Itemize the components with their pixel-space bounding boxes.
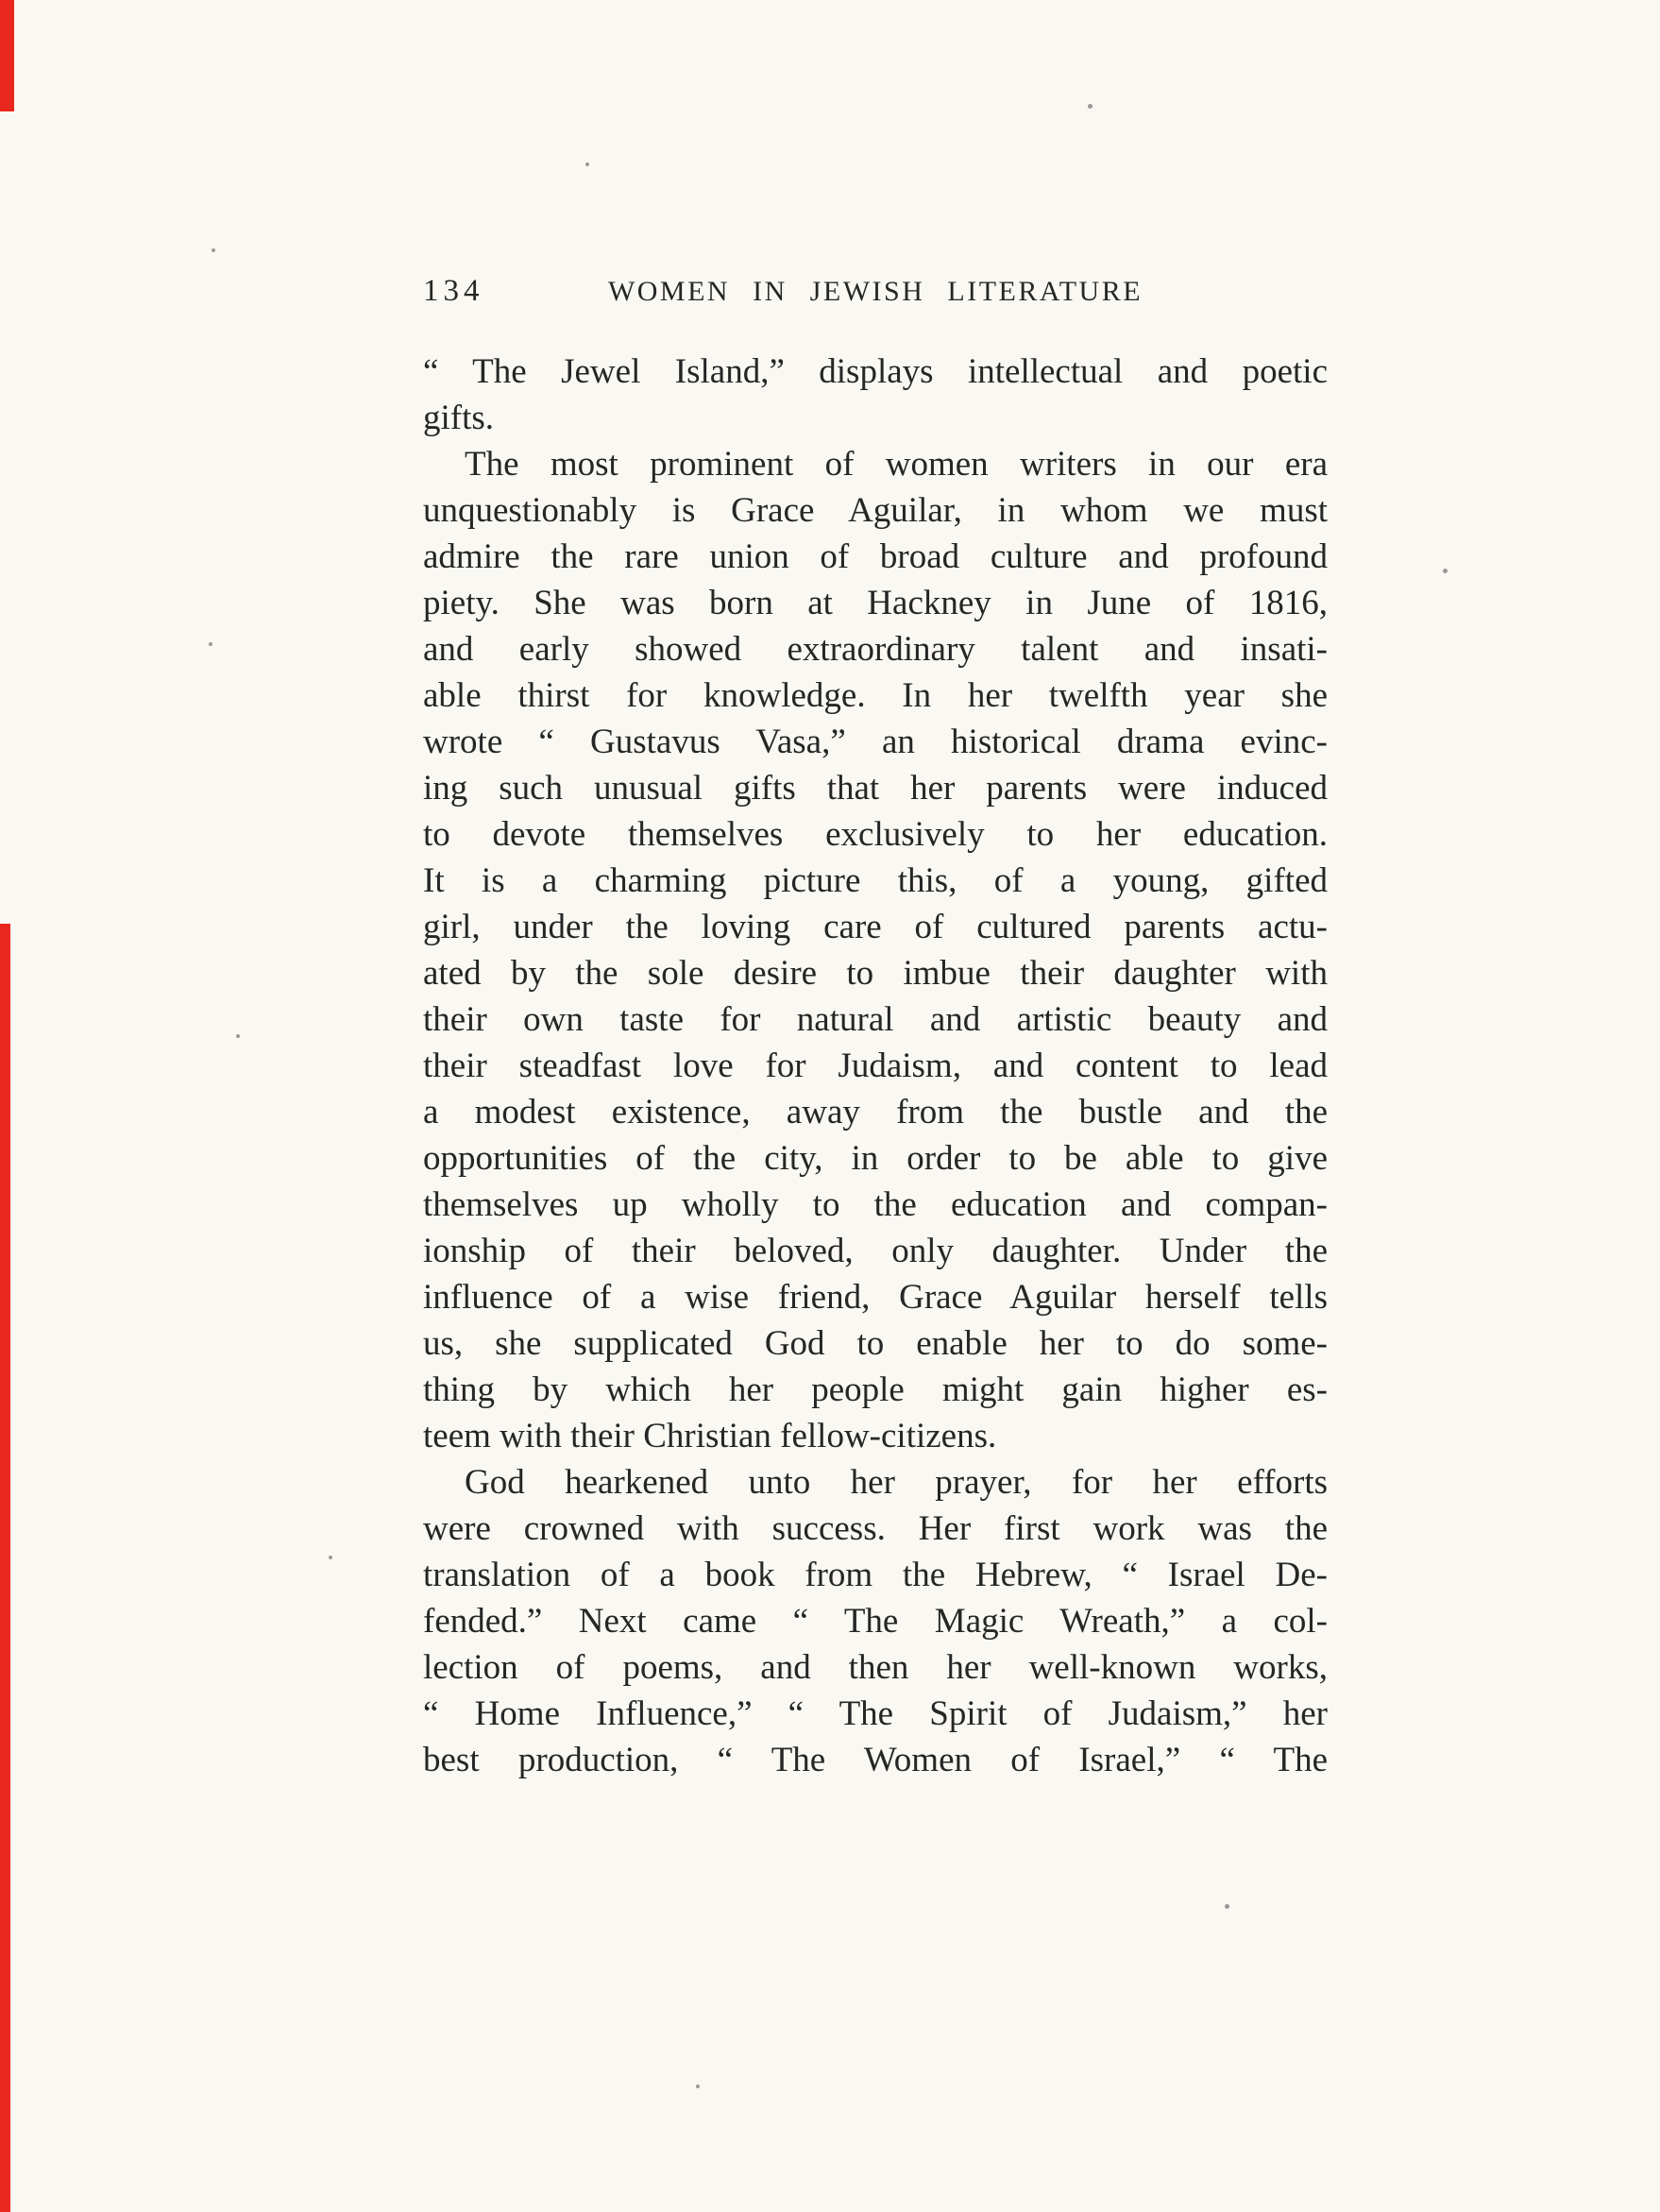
text-line: able thirst for knowledge. In her twelfth year she xyxy=(423,676,1328,715)
text-line: It is a charming picture this, of a young, gifted xyxy=(423,861,1328,900)
text-line: to devote themselves exclusively to her education. xyxy=(423,815,1328,854)
scan-speck xyxy=(1088,104,1093,109)
text-line: “ Home Influence,” “ The Spirit of Judaism,” her xyxy=(423,1694,1328,1733)
scan-speck xyxy=(1225,1904,1229,1909)
scan-speck xyxy=(209,642,212,646)
text-line: influence of a wise friend, Grace Aguilar herself tells xyxy=(423,1278,1328,1317)
text-line: a modest existence, away from the bustle and the xyxy=(423,1093,1328,1132)
scan-speck xyxy=(236,1034,240,1038)
scan-edge-red-mark xyxy=(0,0,14,111)
page-header xyxy=(423,272,1328,314)
text-line: lection of poems, and then her well-known works, xyxy=(423,1648,1328,1687)
text-line: “ The Jewel Island,” displays intellectual and poetic xyxy=(423,352,1328,391)
scan-speck xyxy=(696,2084,700,2088)
text-line: ing such unusual gifts that her parents were induced xyxy=(423,769,1328,808)
text-line: their steadfast love for Judaism, and content to lead xyxy=(423,1046,1328,1085)
text-line: unquestionably is Grace Aguilar, in whom we must xyxy=(423,491,1328,530)
text-line: gifts. xyxy=(423,399,495,437)
paragraph xyxy=(423,1459,1328,1783)
text-line: were crowned with success. Her first work was the xyxy=(423,1509,1328,1548)
text-line: us, she supplicated God to enable her to do some- xyxy=(423,1324,1328,1363)
text-block xyxy=(423,349,1328,1783)
text-line: fended.” Next came “ The Magic Wreath,” a col- xyxy=(423,1602,1328,1641)
paragraph xyxy=(423,441,1328,1459)
text-line: opportunities of the city, in order to be able to give xyxy=(423,1139,1328,1178)
text-line: themselves up wholly to the education and compan- xyxy=(423,1185,1328,1224)
text-line: teem with their Christian fellow-citizens. xyxy=(423,1417,997,1455)
text-line: admire the rare union of broad culture and profound xyxy=(423,537,1328,576)
text-line: ionship of their beloved, only daughter. Under the xyxy=(423,1232,1328,1270)
scan-edge-red-mark xyxy=(0,924,10,2212)
scan-speck xyxy=(585,162,589,166)
text-line: girl, under the loving care of cultured parents actu- xyxy=(423,908,1328,946)
scan-speck xyxy=(329,1556,332,1559)
text-line: God hearkened unto her prayer, for her efforts xyxy=(465,1463,1328,1502)
page-number: 134 xyxy=(423,274,484,308)
scan-speck xyxy=(1443,569,1448,573)
text-line: ated by the sole desire to imbue their daughter with xyxy=(423,954,1328,993)
paragraph xyxy=(423,349,1328,441)
text-line: their own taste for natural and artistic beauty and xyxy=(423,1000,1328,1039)
text-line: The most prominent of women writers in our era xyxy=(465,445,1328,484)
text-line: translation of a book from the Hebrew, “ Israel De- xyxy=(423,1556,1328,1594)
scan-speck xyxy=(212,248,215,252)
running-title: WOMEN IN JEWISH LITERATURE xyxy=(607,276,1143,307)
text-line: and early showed extraordinary talent and insati- xyxy=(423,630,1328,669)
text-line: wrote “ Gustavus Vasa,” an historical drama evinc- xyxy=(423,723,1328,761)
text-line: piety. She was born at Hackney in June of 1816, xyxy=(423,584,1328,622)
text-line: thing by which her people might gain higher es- xyxy=(423,1370,1328,1409)
text-line: best production, “ The Women of Israel,” “ The xyxy=(423,1741,1328,1779)
